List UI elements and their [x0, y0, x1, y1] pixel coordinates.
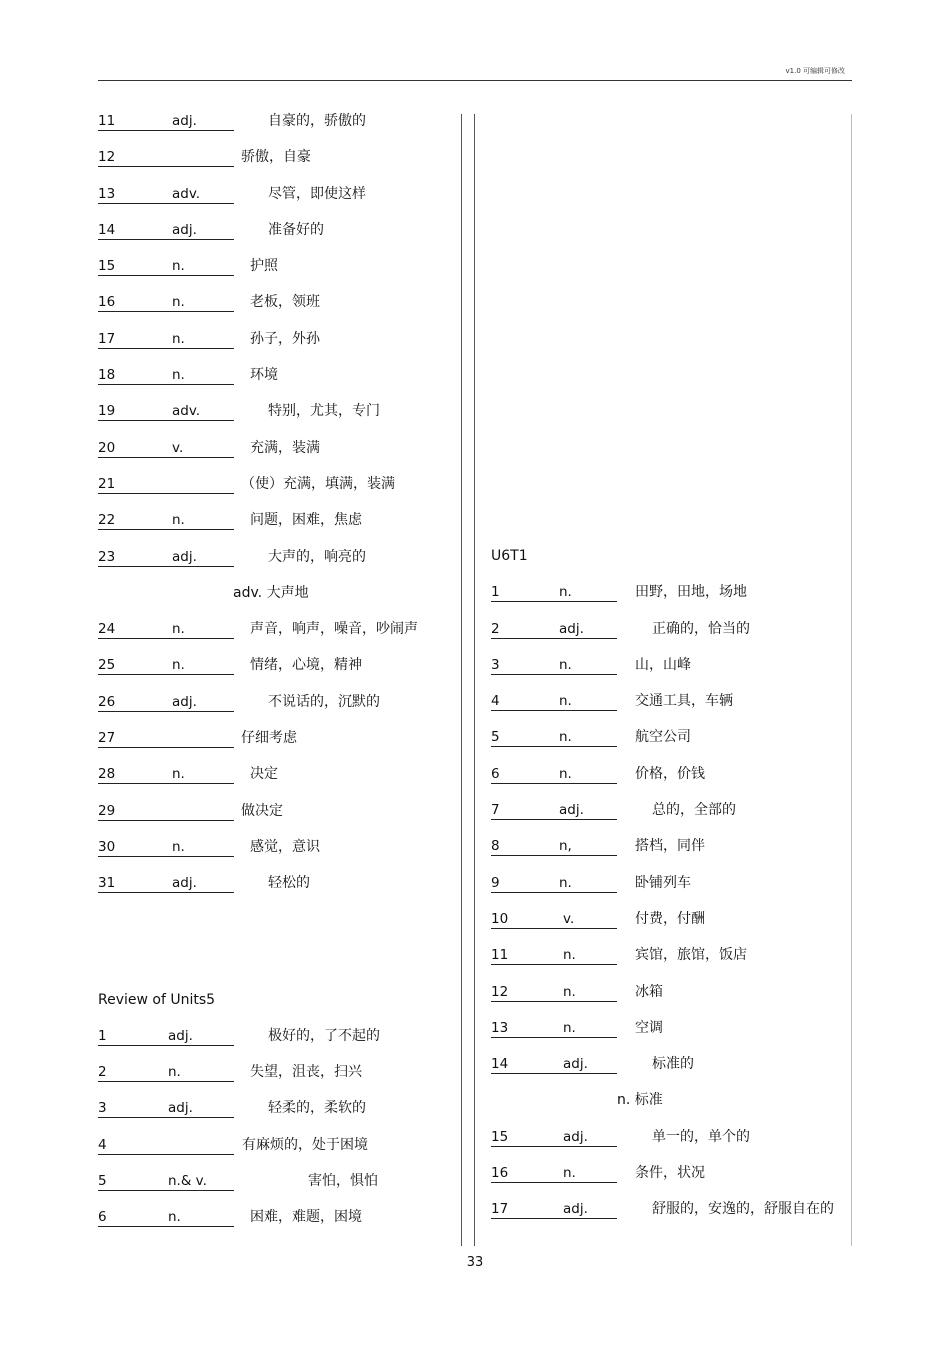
answer-blank[interactable] — [491, 692, 617, 711]
chinese-meaning: 空调 — [635, 1019, 663, 1036]
chinese-meaning: 田野，田地，场地 — [635, 584, 747, 601]
vocab-entry — [491, 728, 851, 764]
vocab-entry — [98, 1172, 458, 1208]
entry-number: 4 — [98, 1136, 107, 1153]
part-of-speech: adj. — [172, 221, 197, 238]
part-of-speech: n. — [559, 584, 572, 601]
entry-number: 13 — [491, 1019, 509, 1036]
vocab-entry — [98, 1099, 458, 1135]
entry-number: 11 — [491, 947, 509, 964]
answer-blank[interactable] — [491, 874, 617, 893]
chinese-meaning: 充满，装满 — [250, 439, 320, 456]
entry-number: 6 — [491, 765, 500, 782]
vocab-entry — [491, 765, 851, 801]
page-number: 33 — [466, 1255, 484, 1270]
chinese-meaning: 价格，价钱 — [635, 765, 705, 782]
part-of-speech: n. — [559, 729, 572, 746]
right-column — [491, 112, 851, 1237]
entry-number: 12 — [491, 983, 509, 1000]
entry-number: 16 — [491, 1165, 509, 1182]
extra-meaning: adv. 大声地 — [233, 584, 309, 601]
column-divider-left — [461, 114, 462, 1246]
part-of-speech: n. — [168, 1064, 181, 1081]
chinese-meaning: 舒服的，安逸的，舒服自在的 — [652, 1201, 834, 1218]
vocab-entry — [491, 946, 851, 982]
vocab-entry — [98, 1027, 458, 1063]
entry-number: 1 — [98, 1027, 107, 1044]
part-of-speech: n. — [563, 1165, 576, 1182]
part-of-speech: n. — [172, 258, 185, 275]
answer-blank[interactable] — [98, 475, 234, 494]
answer-blank[interactable] — [98, 693, 234, 712]
part-of-speech: n, — [559, 838, 572, 855]
entry-number: 2 — [98, 1064, 107, 1081]
answer-blank[interactable] — [491, 946, 617, 965]
vocab-entry — [491, 874, 851, 910]
vocab-entry — [98, 620, 458, 656]
section-heading: Review of Units5 — [98, 991, 216, 1008]
entry-number: 9 — [491, 874, 500, 891]
entry-number: 8 — [491, 838, 500, 855]
vocab-entry — [98, 257, 458, 293]
chinese-meaning: 感觉，意识 — [250, 838, 320, 855]
chinese-meaning: 轻柔的，柔软的 — [268, 1100, 366, 1117]
entry-number: 28 — [98, 766, 116, 783]
part-of-speech: v. — [172, 439, 184, 456]
vocab-entry — [491, 1200, 851, 1236]
answer-blank[interactable] — [491, 837, 617, 856]
vocab-entry — [491, 620, 851, 656]
answer-blank[interactable] — [98, 1027, 234, 1046]
part-of-speech: adj. — [559, 802, 584, 819]
vocab-entry — [98, 330, 458, 366]
chinese-meaning: 交通工具，车辆 — [635, 693, 733, 710]
vocab-entry — [98, 1208, 458, 1244]
entry-number: 15 — [98, 258, 116, 275]
entry-number: 17 — [491, 1201, 509, 1218]
answer-blank[interactable] — [98, 1063, 234, 1082]
entry-number: 29 — [98, 802, 116, 819]
entry-number: 24 — [98, 621, 116, 638]
part-of-speech: n. — [172, 621, 185, 638]
chinese-meaning: 有麻烦的，处于困境 — [242, 1136, 368, 1153]
entry-number: 6 — [98, 1209, 107, 1226]
part-of-speech: n. — [559, 656, 572, 673]
part-of-speech: n.& v. — [168, 1173, 207, 1190]
chinese-meaning: （使）充满，填满，装满 — [241, 475, 395, 492]
entry-number: 31 — [98, 875, 116, 892]
section-title-u6t1 — [491, 547, 851, 583]
entry-number: 30 — [98, 838, 116, 855]
chinese-meaning: 老板，领班 — [250, 294, 320, 311]
part-of-speech: n. — [172, 766, 185, 783]
chinese-meaning: 害怕，惧怕 — [308, 1173, 378, 1190]
answer-blank[interactable] — [98, 656, 234, 675]
entry-number: 10 — [491, 910, 509, 927]
answer-blank[interactable] — [98, 548, 234, 567]
column-divider-right — [474, 114, 475, 1246]
entry-number: 21 — [98, 475, 116, 492]
part-of-speech: adj. — [563, 1201, 588, 1218]
answer-blank[interactable] — [98, 221, 234, 240]
part-of-speech: n. — [559, 874, 572, 891]
part-of-speech: n. — [168, 1209, 181, 1226]
chinese-meaning: 骄傲，自豪 — [241, 149, 311, 166]
header-rule — [98, 80, 852, 81]
answer-blank[interactable] — [98, 802, 234, 821]
part-of-speech: n. — [172, 512, 185, 529]
part-of-speech: adj. — [559, 620, 584, 637]
chinese-meaning: 极好的，了不起的 — [268, 1027, 380, 1044]
answer-blank[interactable] — [491, 1128, 617, 1147]
vocab-entry — [491, 801, 851, 837]
part-of-speech: n. — [559, 765, 572, 782]
vocab-entry — [98, 293, 458, 329]
chinese-meaning: 总的，全部的 — [652, 802, 736, 819]
answer-blank[interactable] — [98, 838, 234, 857]
vocab-entry — [491, 1128, 851, 1164]
part-of-speech: n. — [563, 947, 576, 964]
part-of-speech: n. — [559, 693, 572, 710]
answer-blank[interactable] — [98, 366, 234, 385]
vocab-entry — [98, 656, 458, 692]
vocab-entry — [98, 765, 458, 801]
part-of-speech: adj. — [563, 1128, 588, 1145]
vocab-entry — [491, 837, 851, 873]
chinese-meaning: 护照 — [250, 258, 278, 275]
part-of-speech: adj. — [563, 1056, 588, 1073]
entry-number: 3 — [491, 656, 500, 673]
vocab-entry — [98, 511, 458, 547]
entry-number: 19 — [98, 403, 116, 420]
part-of-speech: n. — [563, 983, 576, 1000]
vocab-entry — [98, 112, 458, 148]
part-of-speech: adj. — [172, 875, 197, 892]
chinese-meaning: 付费，付酬 — [635, 910, 705, 927]
left-column — [98, 112, 458, 1245]
chinese-meaning: 决定 — [250, 766, 278, 783]
entry-number: 1 — [491, 584, 500, 601]
entry-number: 4 — [491, 693, 500, 710]
chinese-meaning: 自豪的，骄傲的 — [268, 113, 366, 129]
vocab-entry — [98, 366, 458, 402]
answer-blank[interactable] — [98, 185, 234, 204]
vocab-entry — [491, 692, 851, 728]
version-label: v1.0 可编辑可修改 — [785, 67, 845, 75]
answer-blank[interactable] — [491, 656, 617, 675]
vocab-entry — [491, 1055, 851, 1091]
answer-blank[interactable] — [491, 801, 617, 820]
vocab-entry — [491, 1164, 851, 1200]
answer-blank[interactable] — [98, 874, 234, 893]
answer-blank[interactable] — [98, 402, 234, 421]
answer-blank[interactable] — [98, 148, 234, 167]
vocab-entry — [98, 439, 458, 475]
answer-blank[interactable] — [491, 620, 617, 639]
vocab-entry — [491, 583, 851, 619]
chinese-meaning: 山，山峰 — [635, 656, 691, 673]
chinese-meaning: 标准的 — [652, 1056, 694, 1073]
entry-number: 22 — [98, 512, 116, 529]
chinese-meaning: 困难，难题，困境 — [250, 1209, 362, 1226]
answer-blank[interactable] — [491, 1019, 617, 1038]
part-of-speech: n. — [172, 367, 185, 384]
entry-number: 7 — [491, 802, 500, 819]
entry-number: 18 — [98, 367, 116, 384]
vocab-entry — [98, 221, 458, 257]
part-of-speech: n. — [563, 1019, 576, 1036]
answer-blank[interactable] — [491, 583, 617, 602]
answer-blank[interactable] — [491, 765, 617, 784]
answer-blank[interactable] — [98, 293, 234, 312]
chinese-meaning: 宾馆，旅馆，饭店 — [635, 947, 747, 964]
section-heading: U6T1 — [491, 548, 528, 564]
answer-blank[interactable] — [491, 1055, 617, 1074]
answer-blank[interactable] — [98, 1172, 234, 1191]
entry-number: 14 — [98, 221, 116, 238]
answer-blank[interactable] — [491, 1200, 617, 1219]
vocab-entry — [98, 148, 458, 184]
chinese-meaning: 孙子，外孙 — [250, 330, 320, 347]
vocab-entry — [98, 548, 458, 584]
right-margin-rule — [851, 114, 852, 1246]
part-of-speech: adv. — [172, 185, 201, 202]
answer-blank[interactable] — [98, 1136, 234, 1155]
continuation-line — [491, 1091, 851, 1127]
vocab-entry — [98, 838, 458, 874]
entry-number: 27 — [98, 730, 116, 747]
chinese-meaning: 失望，沮丧，扫兴 — [250, 1064, 362, 1081]
answer-blank[interactable] — [98, 257, 234, 276]
chinese-meaning: 条件，状况 — [635, 1165, 705, 1182]
vocab-entry — [98, 693, 458, 729]
extra-meaning: n. 标准 — [617, 1092, 663, 1109]
chinese-meaning: 不说话的，沉默的 — [268, 693, 380, 710]
part-of-speech: adj. — [172, 693, 197, 710]
chinese-meaning: 尽管，即使这样 — [268, 185, 366, 202]
answer-blank[interactable] — [98, 330, 234, 349]
answer-blank[interactable] — [98, 765, 234, 784]
vocab-entry — [98, 802, 458, 838]
part-of-speech: adv. — [172, 403, 201, 420]
answer-blank[interactable] — [98, 511, 234, 530]
vocab-entry — [98, 185, 458, 221]
chinese-meaning: 情绪，心境，精神 — [250, 657, 362, 674]
chinese-meaning: 冰箱 — [635, 983, 663, 1000]
chinese-meaning: 正确的，恰当的 — [652, 620, 750, 637]
answer-blank[interactable] — [491, 983, 617, 1002]
entry-number: 16 — [98, 294, 116, 311]
answer-blank[interactable] — [98, 112, 234, 131]
answer-blank[interactable] — [491, 728, 617, 747]
answer-blank[interactable] — [491, 910, 617, 929]
answer-blank[interactable] — [98, 1208, 234, 1227]
entry-number: 25 — [98, 657, 116, 674]
part-of-speech: n. — [172, 838, 185, 855]
chinese-meaning: 特别，尤其，专门 — [268, 403, 380, 420]
chinese-meaning: 卧铺列车 — [635, 874, 691, 891]
chinese-meaning: 航空公司 — [635, 729, 691, 746]
answer-blank[interactable] — [98, 439, 234, 458]
entry-number: 15 — [491, 1128, 509, 1145]
chinese-meaning: 单一的，单个的 — [652, 1128, 750, 1145]
chinese-meaning: 做决定 — [241, 802, 283, 819]
entry-number: 2 — [491, 620, 500, 637]
vocab-entry — [491, 983, 851, 1019]
vocab-entry — [98, 1063, 458, 1099]
vocab-entry — [98, 874, 458, 910]
entry-number: 5 — [491, 729, 500, 746]
part-of-speech: v. — [563, 910, 575, 927]
entry-number: 26 — [98, 693, 116, 710]
vocab-entry — [491, 1019, 851, 1055]
answer-blank[interactable] — [98, 620, 234, 639]
continuation-line — [98, 584, 458, 620]
entry-number: 17 — [98, 330, 116, 347]
answer-blank[interactable] — [98, 729, 234, 748]
entry-number: 23 — [98, 548, 116, 565]
vocab-entry — [491, 910, 851, 946]
entry-number: 5 — [98, 1173, 107, 1190]
part-of-speech: n. — [172, 294, 185, 311]
section-title-review — [98, 991, 458, 1027]
chinese-meaning: 轻松的 — [268, 875, 310, 892]
part-of-speech: n. — [172, 330, 185, 347]
vocab-entry — [98, 729, 458, 765]
part-of-speech: adj. — [172, 113, 197, 129]
part-of-speech: adj. — [168, 1100, 193, 1117]
vocab-entry — [98, 402, 458, 438]
answer-blank[interactable] — [98, 1099, 234, 1118]
vocab-entry — [98, 475, 458, 511]
entry-number: 3 — [98, 1100, 107, 1117]
entry-number: 11 — [98, 113, 116, 129]
part-of-speech: adj. — [168, 1027, 193, 1044]
vocab-entry — [491, 656, 851, 692]
part-of-speech: adj. — [172, 548, 197, 565]
entry-number: 20 — [98, 439, 116, 456]
entry-number: 14 — [491, 1056, 509, 1073]
chinese-meaning: 问题，困难，焦虑 — [250, 512, 362, 529]
part-of-speech: n. — [172, 657, 185, 674]
chinese-meaning: 搭档，同伴 — [635, 838, 705, 855]
chinese-meaning: 环境 — [250, 367, 278, 384]
answer-blank[interactable] — [491, 1164, 617, 1183]
chinese-meaning: 大声的，响亮的 — [268, 548, 366, 565]
entry-number: 12 — [98, 149, 116, 166]
chinese-meaning: 声音，响声，噪音，吵闹声 — [250, 621, 418, 638]
entry-number: 13 — [98, 185, 116, 202]
chinese-meaning: 准备好的 — [268, 221, 324, 238]
chinese-meaning: 仔细考虑 — [241, 730, 297, 747]
vocab-entry — [98, 1136, 458, 1172]
